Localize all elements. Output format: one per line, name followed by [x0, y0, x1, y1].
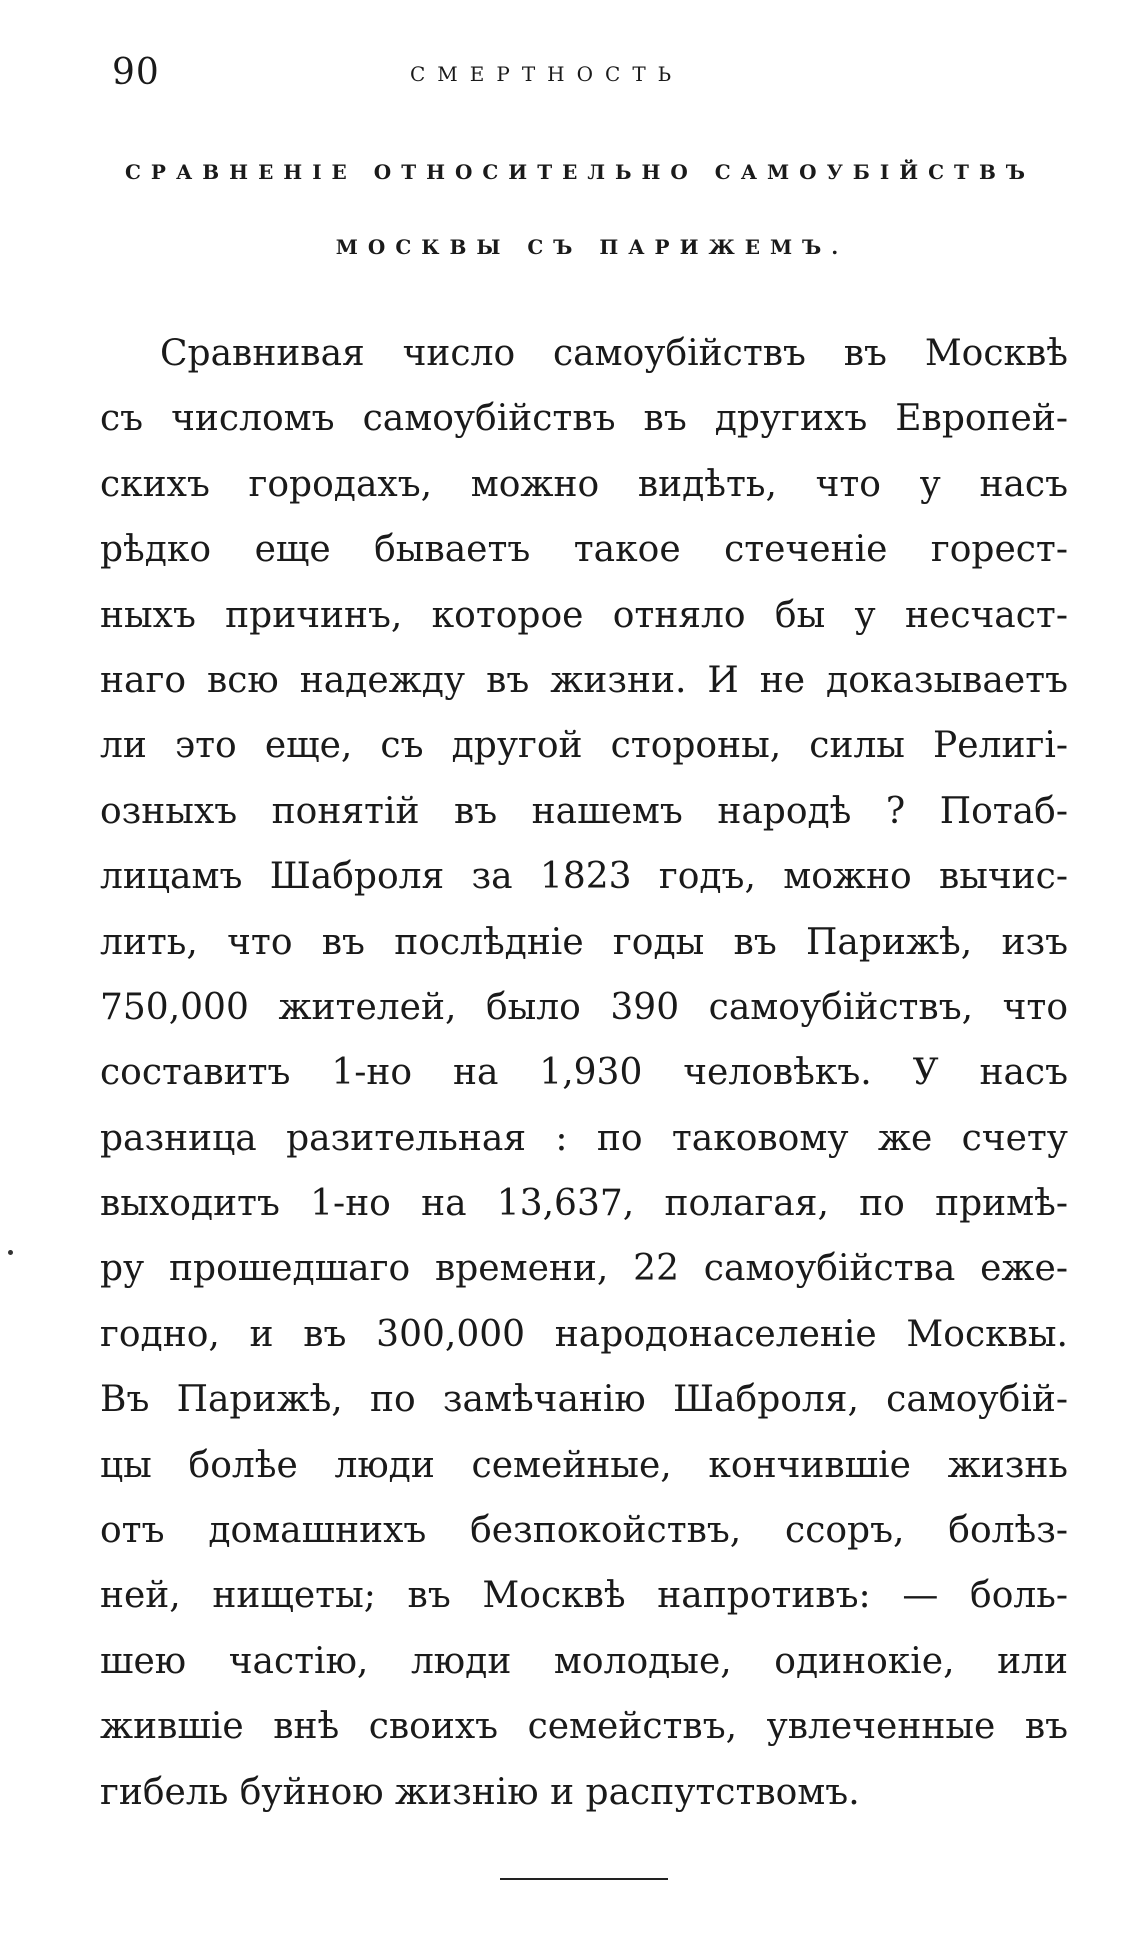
end-rule: [500, 1878, 668, 1880]
text-line: озныхъ понятій въ нашемъ народѣ ? Потаб-: [100, 790, 1068, 832]
text-line: съ числомъ самоубійствъ въ другихъ Европей-: [100, 398, 1068, 440]
text-line: годно, и въ 300,000 народонаселеніе Москвы.: [100, 1313, 1068, 1355]
text-line: ней, нищеты; въ Москвѣ напротивъ: — боль-: [100, 1575, 1068, 1617]
body-paragraph: [100, 332, 1068, 1836]
text-line: лить, что въ послѣдніе годы въ Парижѣ, изъ: [100, 921, 1068, 963]
text-line: Сравнивая число самоубійствъ въ Москвѣ: [160, 333, 1068, 374]
text-line: разница разительная : по таковому же счету: [100, 1117, 1068, 1159]
text-line: цы болѣе люди семейные, кончившіе жизнь: [100, 1444, 1068, 1486]
running-head: СМЕРТНОСТЬ: [410, 62, 684, 86]
text-line: отъ домашнихъ безпокойствъ, ссоръ, болѣз-: [100, 1510, 1068, 1552]
text-line: выходитъ 1-но на 13,637, полагая, по примѣ-: [100, 1183, 1068, 1225]
text-line: рѣдко еще бываетъ такое стеченіе горест-: [100, 529, 1068, 571]
text-line: лицамъ Шаброля за 1823 годъ, можно вычис-: [100, 856, 1068, 898]
page-number: 90: [112, 52, 160, 93]
text-line: скихъ городахъ, можно видѣть, что у насъ: [100, 463, 1068, 505]
ink-speck: [8, 1250, 13, 1255]
text-line: жившіе внѣ своихъ семействъ, увлеченные въ: [100, 1706, 1068, 1748]
section-title-line-1: СРАВНЕНІЕ ОТНОСИТЕЛЬНО САМОУБІЙСТВЪ: [125, 160, 1035, 184]
text-line: ру прошедшаго времени, 22 самоубійства еже-: [100, 1248, 1068, 1290]
text-line: 750,000 жителей, было 390 самоубійствъ, что: [100, 986, 1068, 1028]
text-line: наго всю надежду въ жизни. И не доказываетъ: [100, 659, 1068, 701]
text-line: Въ Парижѣ, по замѣчанію Шаброля, самоубій-: [100, 1379, 1068, 1421]
text-line: ли это еще, съ другой стороны, силы Религі-: [100, 725, 1068, 767]
text-line: шею частію, люди молодые, одинокіе, или: [100, 1640, 1068, 1682]
section-title-line-2: МОСКВЫ СЪ ПАРИЖЕМЪ.: [335, 235, 849, 259]
text-line: ныхъ причинъ, которое отняло бы у несчаст-: [100, 594, 1068, 636]
text-line: составитъ 1-но на 1,930 человѣкъ. У насъ: [100, 1052, 1068, 1094]
text-line: гибель буйною жизнію и распутствомъ.: [100, 1771, 860, 1813]
